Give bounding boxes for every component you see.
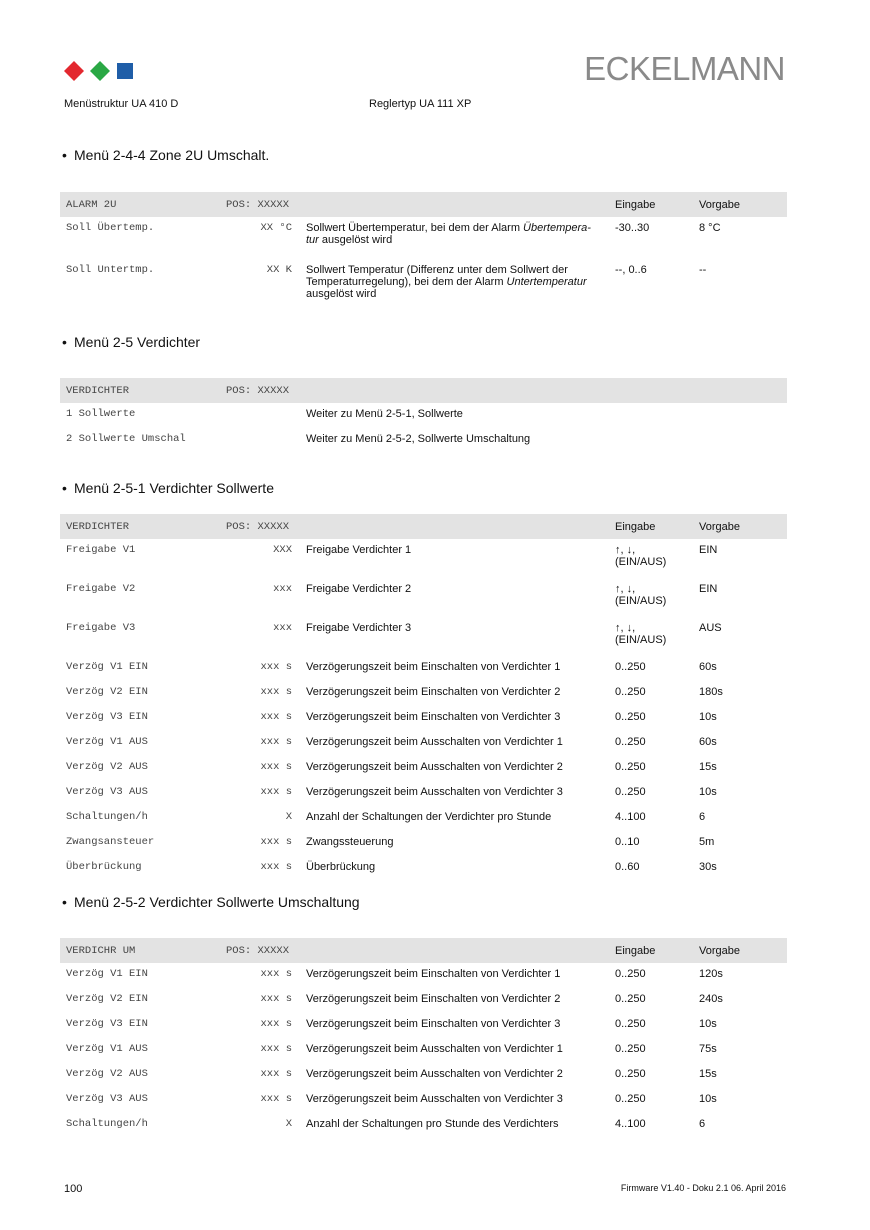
param-vorgabe: 6 [699,811,706,823]
section-heading: • Menü 2-4-4 Zone 2U Umschalt. [62,147,270,163]
param-value: xxx s [260,993,292,1005]
param-name: Überbrückung [66,861,142,873]
param-desc: Verzögerungszeit beim Ausschalten von Verdichter 2 [306,761,563,773]
param-eingabe: 0..250 [615,993,646,1005]
on-off-hint: (EIN/AUS) [615,634,667,646]
arrow-keys-hint: ↑, ↓, [615,583,636,595]
param-desc: Sollwert Übertemperatur, bei dem der Alarm Übertempera-tur ausgelöst wird [306,222,591,246]
param-eingabe: 0..250 [615,661,646,673]
table-row [60,831,787,856]
param-name: Verzög V3 AUS [66,1093,148,1105]
logo-blue-square [117,63,133,79]
table-row [60,1063,787,1088]
param-eingabe: 0..60 [615,861,640,873]
arrow-keys-hint: ↑, ↓, [615,544,636,556]
col-eingabe: Eingabe [609,514,693,539]
table-row [60,706,787,731]
logo-red-diamond [64,61,84,81]
menu-name: VERDICHTER [60,514,220,539]
param-name: Soll Untertmp. [66,264,155,276]
table-row [60,781,787,806]
menu-pos: POS: XXXXX [220,192,300,217]
brand-name: ECKELMANN [584,50,785,87]
table-row [60,259,787,307]
param-vorgabe: AUS [699,622,722,634]
param-vorgabe: EIN [699,583,718,595]
menu-table-2-4-4 [60,192,787,307]
param-eingabe: 4..100 [615,1118,646,1130]
footer-info: Firmware V1.40 - Doku 2.1 06. April 2016 [620,1183,786,1193]
param-desc: Verzögerungszeit beim Einschalten von Verdichter 1 [306,968,561,980]
table-row [60,539,787,578]
menu-table-2-5-1 [60,514,787,881]
param-value: xxx s [260,1043,292,1055]
param-vorgabe: EIN [699,544,718,556]
table-header-row [60,514,787,539]
param-name: Verzög V3 EIN [66,1018,148,1030]
menu-name: ALARM 2U [60,192,220,217]
table-row [60,1088,787,1113]
param-value: xxx s [260,1068,292,1080]
param-eingabe: --, 0..6 [615,264,647,276]
col-vorgabe: Vorgabe [693,514,787,539]
table-row [60,403,787,428]
param-eingabe: 0..250 [615,968,646,980]
param-name: Freigabe V1 [66,544,136,556]
param-vorgabe: -- [699,264,707,276]
param-vorgabe: 10s [699,786,717,798]
param-value: XXX [273,544,292,556]
param-eingabe: 0..250 [615,1018,646,1030]
param-eingabe: 0..250 [615,1093,646,1105]
param-value: xxx s [260,1018,292,1030]
on-off-hint: (EIN/AUS) [615,556,667,568]
param-desc: Anzahl der Schaltungen pro Stunde des Verdichters [306,1118,559,1130]
param-value: xxx s [260,1093,292,1105]
param-name: Schaltungen/h [66,811,148,823]
param-value: X [285,811,292,823]
param-name: Verzög V1 EIN [66,968,148,980]
menu-table-2-5-2 [60,938,787,1138]
table-row [60,731,787,756]
param-value: xxx s [260,786,292,798]
param-name: Zwangsansteuer [66,836,155,848]
table-row [60,1013,787,1038]
menu-pos: POS: XXXXX [220,938,300,963]
param-vorgabe: 15s [699,1068,717,1080]
param-name: Freigabe V2 [66,583,136,595]
param-vorgabe: 6 [699,1118,706,1130]
param-value: xxx s [260,686,292,698]
section-heading: • Menü 2-5 Verdichter [62,334,201,350]
param-vorgabe: 15s [699,761,717,773]
table-row [60,1113,787,1138]
section-heading: • Menü 2-5-1 Verdichter Sollwerte [62,480,274,496]
table-header-row [60,938,787,963]
table-row [60,1038,787,1063]
param-name: Verzög V2 AUS [66,761,148,773]
controller-type: Reglertyp UA 111 XP [369,98,472,110]
table-header-row [60,192,787,217]
param-eingabe: 0..250 [615,1043,646,1055]
table-row [60,963,787,988]
param-eingabe: 0..250 [615,761,646,773]
param-name: Soll Übertemp. [66,222,155,234]
menu-pos: POS: XXXXX [220,378,300,403]
param-name: Verzög V1 AUS [66,1043,148,1055]
param-desc: Zwangssteuerung [306,836,394,848]
param-eingabe [609,539,693,578]
param-value: xxx [273,622,292,634]
section-heading: • Menü 2-5-2 Verdichter Sollwerte Umschaltung [62,894,360,910]
param-eingabe: 0..250 [615,1068,646,1080]
param-eingabe: -30..30 [615,222,650,234]
arrow-keys-hint: ↑, ↓, [615,622,636,634]
param-desc: Weiter zu Menü 2-5-1, Sollwerte [306,408,463,420]
param-vorgabe: 10s [699,1093,717,1105]
param-value: X [285,1118,292,1130]
param-vorgabe: 10s [699,1018,717,1030]
table-header-row [60,378,787,403]
param-desc: Verzögerungszeit beim Einschalten von Verdichter 3 [306,1018,561,1030]
param-name: Verzög V2 AUS [66,1068,148,1080]
param-vorgabe: 10s [699,711,717,723]
table-row [60,756,787,781]
param-desc: Freigabe Verdichter 2 [306,583,412,595]
eckelmann-logo [62,58,136,84]
menu-name: VERDICHR UM [60,938,220,963]
param-desc: Verzögerungszeit beim Einschalten von Verdichter 2 [306,993,561,1005]
param-vorgabe: 60s [699,736,717,748]
on-off-hint: (EIN/AUS) [615,595,667,607]
param-name: Verzög V2 EIN [66,686,148,698]
param-eingabe [609,617,693,656]
menu-name: VERDICHTER [60,378,220,403]
param-vorgabe: 180s [699,686,723,698]
param-desc: Verzögerungszeit beim Ausschalten von Verdichter 1 [306,1043,563,1055]
param-vorgabe: 30s [699,861,717,873]
param-value: xxx [273,583,292,595]
param-eingabe: 0..10 [615,836,640,848]
param-value: xxx s [260,968,292,980]
menu-table-2-5 [60,378,787,453]
col-eingabe: Eingabe [609,192,693,217]
param-value: xxx s [260,761,292,773]
param-eingabe: 0..250 [615,686,646,698]
param-value: xxx s [260,736,292,748]
param-desc: Verzögerungszeit beim Ausschalten von Verdichter 1 [306,736,563,748]
param-vorgabe: 75s [699,1043,717,1055]
param-value: xxx s [260,711,292,723]
param-desc: Verzögerungszeit beim Ausschalten von Verdichter 3 [306,786,563,798]
col-vorgabe: Vorgabe [693,192,787,217]
param-desc: Sollwert Temperatur (Differenz unter dem Sollwert der Temperaturregelung), bei dem der Alarm Untertemperatur ausgelöst wird [306,264,587,300]
param-value: XX K [266,264,292,276]
param-name: Verzög V2 EIN [66,993,148,1005]
param-value: XX °C [260,222,292,234]
table-row [60,656,787,681]
param-desc: Freigabe Verdichter 1 [306,544,412,556]
param-desc: Verzögerungszeit beim Ausschalten von Verdichter 3 [306,1093,563,1105]
param-name: Verzög V1 AUS [66,736,148,748]
param-eingabe: 4..100 [615,811,646,823]
param-vorgabe: 60s [699,661,717,673]
param-value: xxx s [260,661,292,673]
param-eingabe: 0..250 [615,736,646,748]
table-row [60,681,787,706]
param-eingabe [609,578,693,617]
param-vorgabe: 5m [699,836,715,848]
col-eingabe: Eingabe [609,938,693,963]
table-row [60,617,787,656]
document-title: Menüstruktur UA 410 D [64,98,179,110]
param-name: Schaltungen/h [66,1118,148,1130]
param-desc: Verzögerungszeit beim Einschalten von Verdichter 1 [306,661,561,673]
param-name: Verzög V3 EIN [66,711,148,723]
param-desc: Verzögerungszeit beim Einschalten von Verdichter 3 [306,711,561,723]
submenu-link[interactable]: 1 Sollwerte [66,408,136,420]
param-eingabe: 0..250 [615,711,646,723]
param-desc: Verzögerungszeit beim Einschalten von Verdichter 2 [306,686,561,698]
param-vorgabe: 240s [699,993,723,1005]
param-value: xxx s [260,861,292,873]
param-name: Freigabe V3 [66,622,136,634]
param-vorgabe: 8 °C [699,222,721,234]
param-value: xxx s [260,836,292,848]
param-name: Verzög V3 AUS [66,786,148,798]
param-eingabe: 0..250 [615,786,646,798]
param-desc: Weiter zu Menü 2-5-2, Sollwerte Umschaltung [306,433,531,445]
logo-green-diamond [90,61,110,81]
param-desc: Anzahl der Schaltungen der Verdichter pro Stunde [306,811,552,823]
param-vorgabe: 120s [699,968,723,980]
param-desc: Verzögerungszeit beim Ausschalten von Verdichter 2 [306,1068,563,1080]
table-row [60,428,787,453]
table-row [60,806,787,831]
param-name: Verzög V1 EIN [66,661,148,673]
param-desc: Freigabe Verdichter 3 [306,622,412,634]
menu-pos: POS: XXXXX [220,514,300,539]
table-row [60,856,787,881]
table-row [60,988,787,1013]
page-number: 100 [64,1183,83,1195]
col-vorgabe: Vorgabe [693,938,787,963]
param-desc: Überbrückung [306,861,376,873]
table-row [60,217,787,259]
table-row [60,578,787,617]
submenu-link[interactable]: 2 Sollwerte Umschal [66,433,186,445]
